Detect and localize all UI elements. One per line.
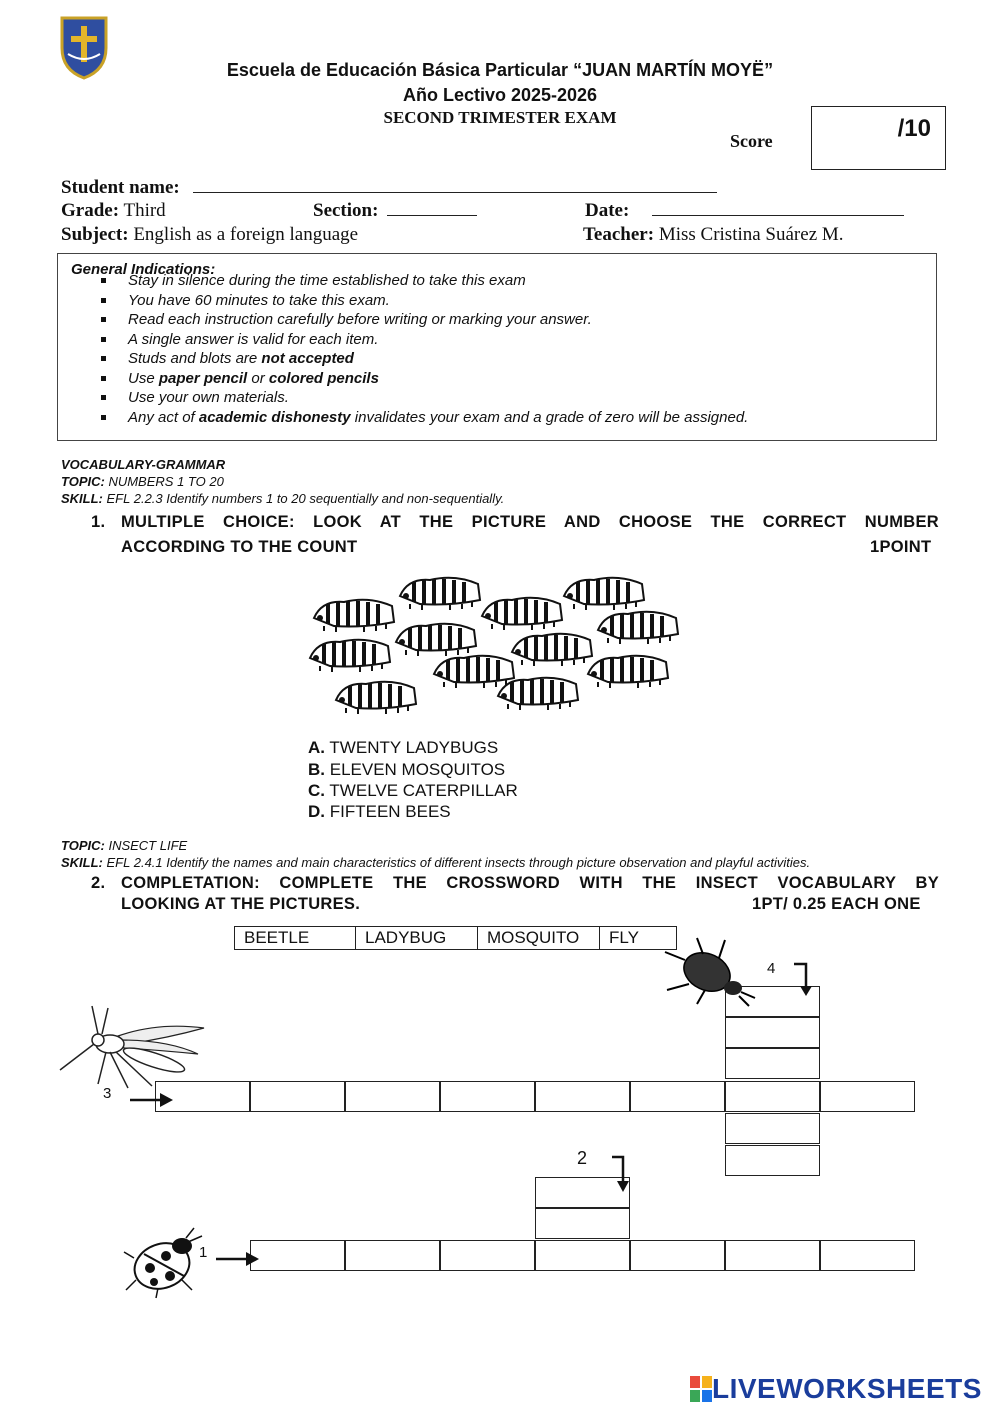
indication-item: Use your own materials. — [128, 388, 748, 408]
indication-emphasis: colored pencils — [268, 369, 379, 387]
option-text: FIFTEEN BEES — [329, 802, 451, 821]
crossword-cell[interactable] — [725, 1113, 820, 1144]
section-row — [313, 200, 477, 222]
indication-item: A single answer is valid for each item. — [128, 330, 748, 350]
clue-number: 2 — [577, 1148, 588, 1168]
option-a[interactable] — [308, 738, 498, 758]
question-points: 1POINT — [870, 538, 932, 556]
crossword-cell[interactable] — [345, 1081, 440, 1112]
crossword-cell[interactable] — [535, 1208, 630, 1239]
question-number: 2. — [91, 874, 106, 892]
student-name-field[interactable] — [193, 192, 717, 193]
date-label: Date: — [585, 200, 630, 221]
liveworksheets-brand — [690, 1373, 982, 1405]
indication-text: Use — [128, 369, 159, 387]
crossword-cell[interactable] — [630, 1240, 725, 1271]
down-arrow-icon — [792, 962, 812, 998]
topic-label: TOPIC: — [61, 474, 105, 489]
question-text: COMPLETATION: COMPLETE THE CROSSWORD WITH THE INSECT VOCABULARY BY — [121, 874, 939, 892]
question-text: LOOKING AT THE PICTURES. — [121, 895, 361, 913]
question-number: 1. — [91, 513, 106, 531]
crossword-cell[interactable] — [345, 1240, 440, 1271]
topic-line — [61, 838, 187, 853]
ladybug-picture — [122, 1224, 212, 1300]
skill-line — [61, 855, 810, 870]
crossword-cell[interactable] — [250, 1240, 345, 1271]
mosquito-picture — [58, 1004, 208, 1090]
option-d[interactable] — [308, 802, 451, 822]
section-label: Section: — [313, 200, 379, 221]
teacher-row — [583, 224, 844, 246]
grade-value: Third — [123, 200, 166, 221]
word-bank-item: MOSQUITO — [478, 927, 600, 949]
crossword-cell[interactable] — [725, 1081, 820, 1112]
clue-number: 3 — [103, 1085, 112, 1102]
crossword-cell[interactable] — [250, 1081, 345, 1112]
option-text: TWENTY LADYBUGS — [329, 738, 499, 757]
word-bank-item: LADYBUG — [356, 927, 478, 949]
date-field[interactable] — [652, 215, 904, 216]
skill-line — [61, 491, 504, 506]
question-points: 1PT/ 0.25 EACH ONE — [752, 895, 921, 913]
indication-text: Studs and blots are — [128, 350, 262, 367]
general-indications-box — [57, 253, 937, 441]
indication-text: Any act of — [128, 408, 199, 426]
school-year: Año Lectivo 2025-2026 — [402, 85, 598, 105]
crossword-cell[interactable] — [440, 1240, 535, 1271]
indication-item: Stay in silence during the time established to take this exam — [128, 271, 748, 291]
word-bank-item: BEETLE — [235, 927, 356, 949]
indication-emphasis: paper pencil — [158, 369, 248, 387]
teacher-label: Teacher: — [583, 224, 655, 245]
right-arrow-icon — [128, 1090, 174, 1110]
subject-value: English as a foreign language — [133, 224, 359, 245]
crossword-cell[interactable] — [440, 1081, 535, 1112]
date-row — [585, 200, 904, 222]
indications-list — [128, 271, 748, 427]
subject-label: Subject: — [61, 224, 129, 245]
section-heading: VOCABULARY-GRAMMAR — [61, 457, 226, 472]
crossword-cell[interactable] — [630, 1081, 725, 1112]
topic-line — [61, 474, 224, 489]
option-text: TWELVE CATERPILLAR — [329, 781, 518, 800]
right-arrow-icon — [214, 1249, 260, 1269]
question-text: ACCORDING TO THE COUNT — [121, 538, 358, 556]
option-letter: C. — [308, 781, 325, 800]
skill-label: SKILL: — [61, 491, 103, 506]
crossword-cell[interactable] — [725, 1240, 820, 1271]
indication-emphasis: not accepted — [261, 350, 354, 367]
clue-number: 1 — [199, 1244, 208, 1261]
score-value: /10 — [897, 115, 931, 142]
crossword-cell[interactable] — [725, 1145, 820, 1176]
indication-text: invalidates your exam and a grade of zero will be assigned. — [350, 408, 749, 426]
indication-item: You have 60 minutes to take this exam. — [128, 291, 748, 311]
crossword-cell[interactable] — [535, 1081, 630, 1112]
indication-text: or — [247, 369, 269, 387]
teacher-value: Miss Cristina Suárez M. — [658, 224, 844, 245]
exam-title: SECOND TRIMESTER EXAM — [383, 108, 617, 127]
grade-row — [61, 200, 166, 222]
indication-item — [128, 369, 748, 389]
crossword-cell[interactable] — [725, 1017, 820, 1048]
skill-value: EFL 2.2.3 Identify numbers 1 to 20 sequentially and non-sequentially. — [106, 491, 505, 506]
option-letter: B. — [308, 760, 325, 779]
subject-row — [61, 224, 358, 246]
brand-text: LIVEWORKSHEETS — [712, 1373, 982, 1404]
indications-title: General Indications: — [71, 261, 216, 278]
school-name: Escuela de Educación Básica Particular “JUAN MARTÍN MOYË” — [226, 60, 774, 80]
score-label: Score — [730, 131, 773, 151]
crossword-cell[interactable] — [820, 1081, 915, 1112]
option-letter: D. — [308, 802, 325, 821]
option-c[interactable] — [308, 781, 518, 801]
word-bank — [234, 926, 677, 950]
word-bank-item: FLY — [609, 928, 639, 947]
clue-number: 4 — [767, 960, 776, 977]
topic-value: INSECT LIFE — [108, 838, 188, 853]
indication-item — [128, 408, 748, 428]
indication-emphasis: academic dishonesty — [198, 408, 351, 426]
skill-value: EFL 2.4.1 Identify the names and main characteristics of different insects through picture observation and playful activities. — [106, 855, 811, 870]
question-text: MULTIPLE CHOICE: LOOK AT THE PICTURE AND CHOOSE THE CORRECT NUMBER — [121, 513, 939, 531]
student-name-row — [61, 177, 717, 199]
score-box — [811, 106, 946, 170]
crossword-cell[interactable] — [820, 1240, 915, 1271]
grade-label: Grade: — [61, 200, 120, 221]
crossword-cell[interactable] — [535, 1240, 630, 1271]
option-b[interactable] — [308, 760, 505, 780]
topic-label: TOPIC: — [61, 838, 105, 853]
skill-label: SKILL: — [61, 855, 103, 870]
indication-item: Read each instruction carefully before writing or marking your answer. — [128, 310, 748, 330]
student-name-label: Student name: — [61, 177, 180, 198]
crossword-cell[interactable] — [725, 1048, 820, 1079]
down-arrow-icon — [610, 1155, 630, 1193]
topic-value: NUMBERS 1 TO 20 — [108, 474, 224, 489]
caterpillars-picture — [300, 568, 690, 723]
section-field[interactable] — [387, 215, 477, 216]
option-text: ELEVEN MOSQUITOS — [329, 760, 506, 779]
liveworksheets-logo-icon — [690, 1376, 712, 1402]
option-letter: A. — [308, 738, 325, 757]
indication-item — [128, 349, 748, 369]
